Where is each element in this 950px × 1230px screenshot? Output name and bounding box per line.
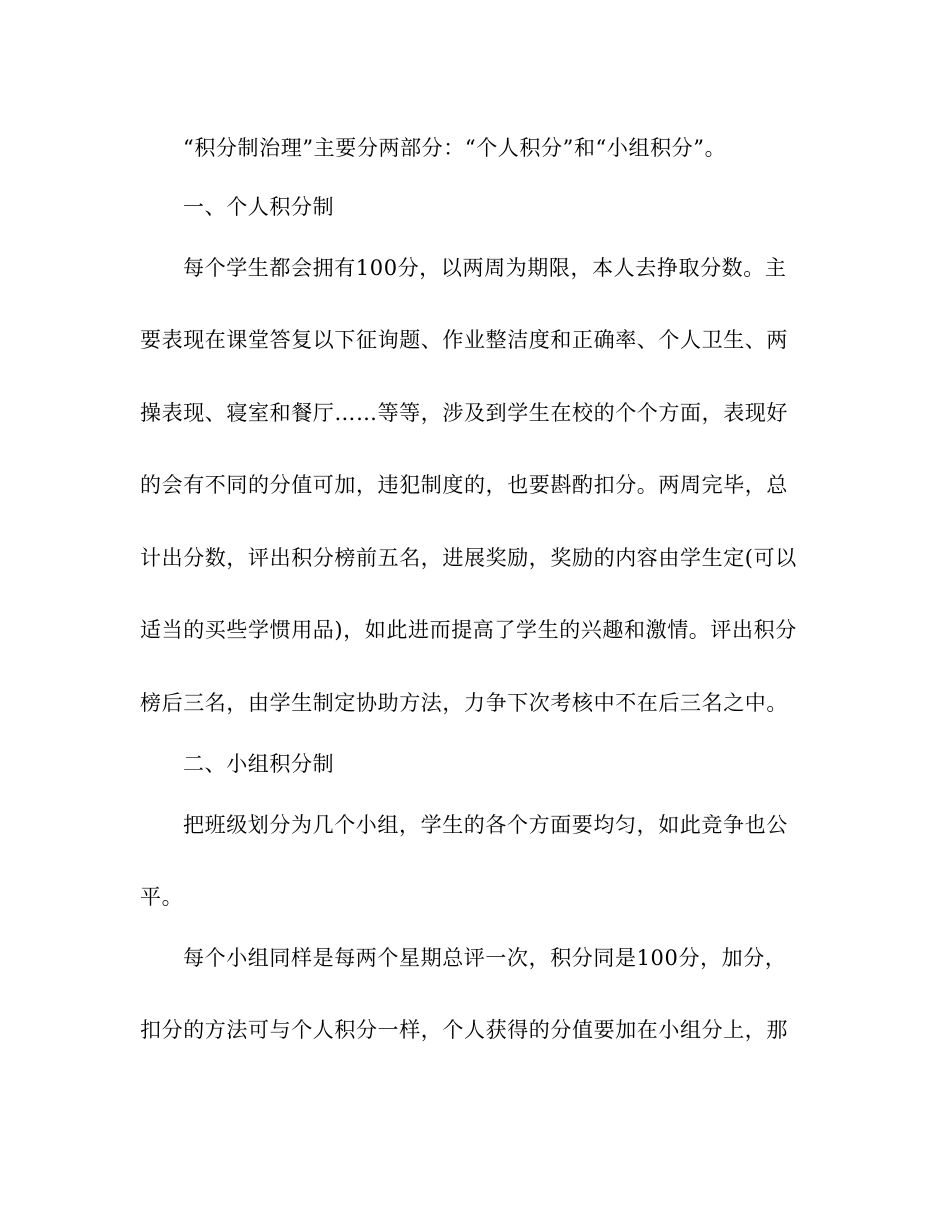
paragraph-line: 要表现在课堂答复以下征询题、作业整洁度和正确率、个人卫生、两: [140, 328, 788, 352]
paragraph-line: 把班级划分为几个小组，学生的各个方面要均匀，如此竞争也公: [183, 813, 788, 837]
paragraph-line: 适当的买些学惯用品)，如此进而提高了学生的兴趣和激情。评出积分: [140, 618, 797, 642]
paragraph-line: 操表现、寝室和餐厅……等等，涉及到学生在校的个个方面，表现好: [140, 401, 788, 425]
paragraph-line: 每个学生都会拥有100分，以两周为期限，本人去挣取分数。主: [183, 256, 787, 280]
paragraph-line: 的会有不同的分值可加，违犯制度的，也要斟酌扣分。两周完毕，总: [140, 473, 788, 497]
section-heading-group-points: 二、小组积分制: [183, 752, 335, 776]
paragraph-line: 榜后三名，由学生制定协助方法，力争下次考核中不在后三名之中。: [140, 691, 788, 715]
intro-paragraph: “积分制治理”主要分两部分：“个人积分”和“小组积分”。: [183, 136, 727, 160]
paragraph-line: 每个小组同样是每两个星期总评一次，积分同是100分，加分，: [183, 946, 787, 970]
paragraph-line: 计出分数，评出积分榜前五名，进展奖励，奖励的内容由学生定(可以: [140, 546, 797, 570]
paragraph-line: 扣分的方法可与个人积分一样，个人获得的分值要加在小组分上，那: [140, 1018, 788, 1042]
section-heading-personal-points: 一、个人积分制: [183, 195, 335, 219]
paragraph-line: 平。: [140, 885, 184, 909]
